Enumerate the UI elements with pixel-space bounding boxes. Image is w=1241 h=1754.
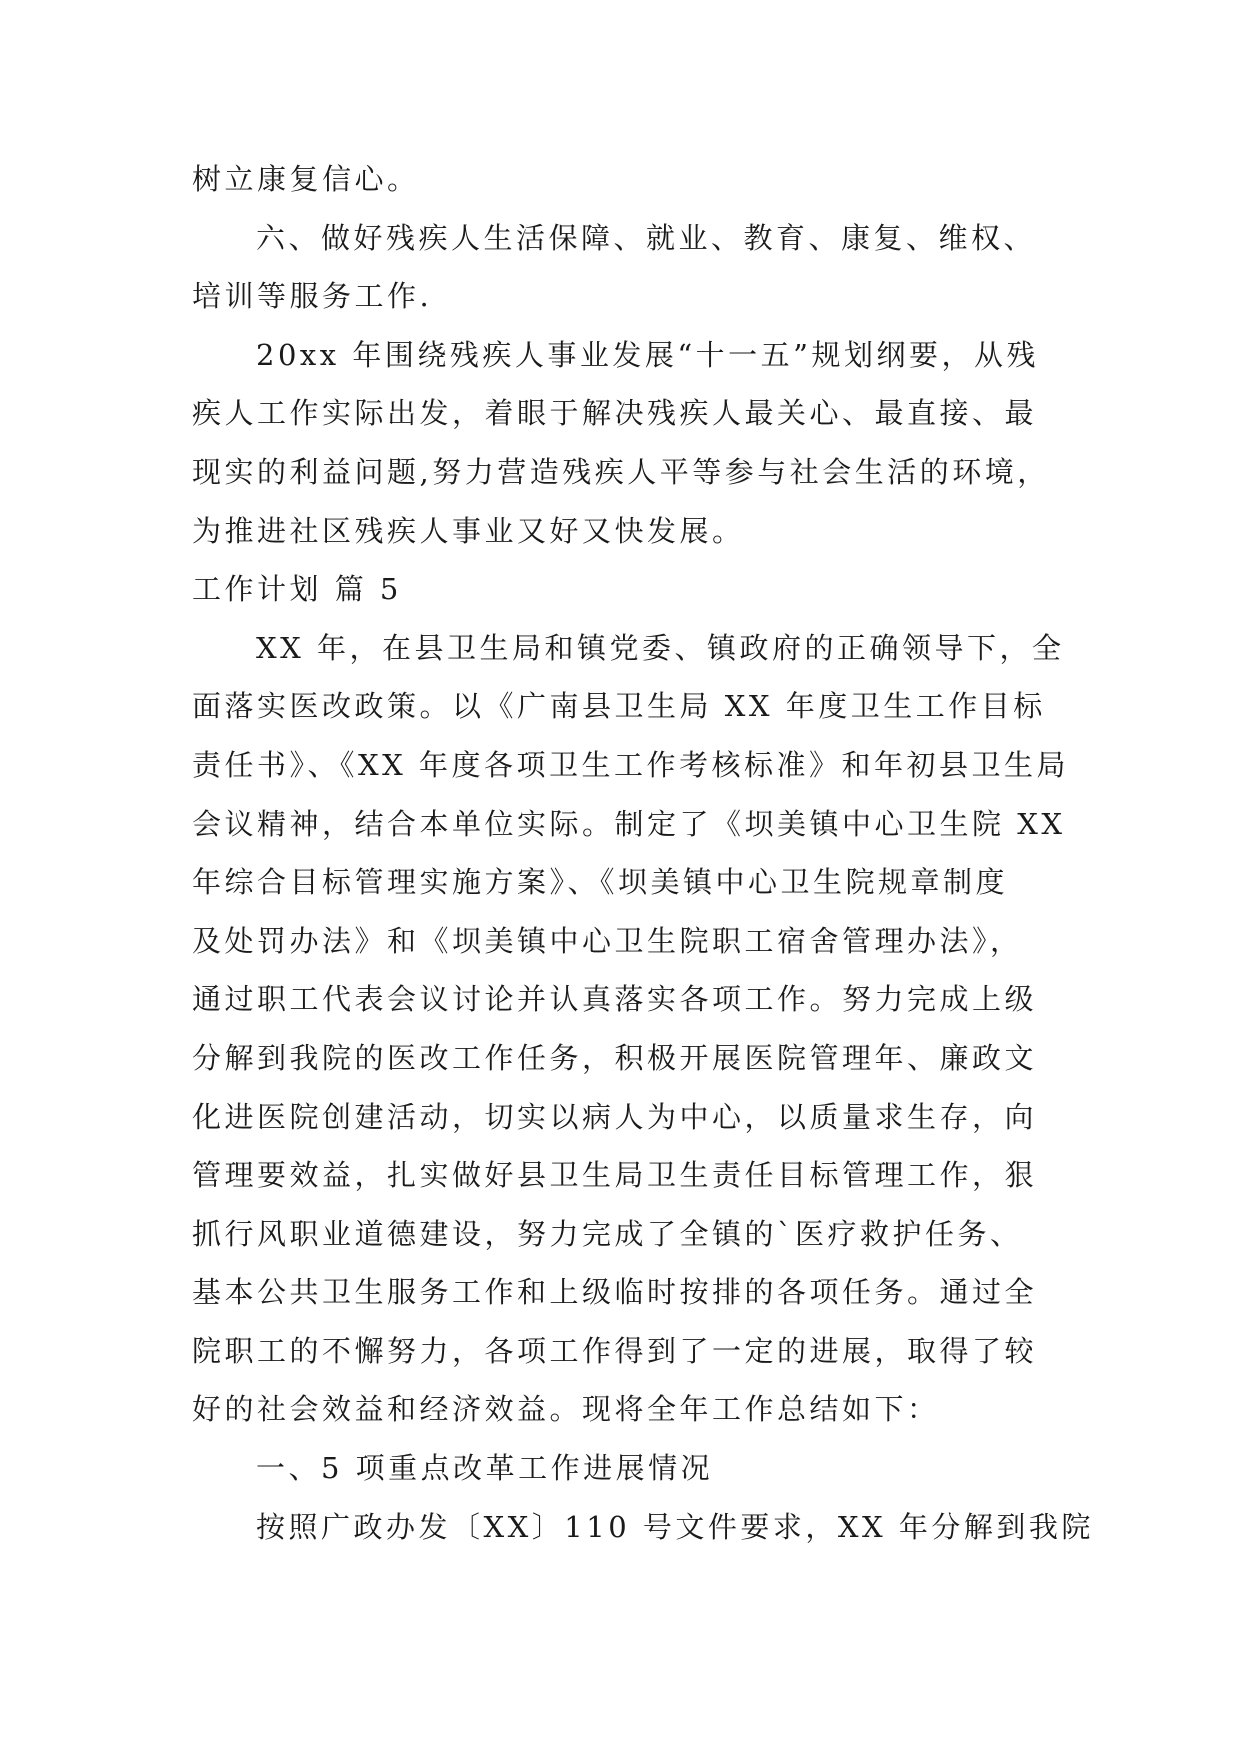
text-line: 培训等服务工作. [192, 279, 433, 314]
text-line: 年综合目标管理实施方案》、《坝美镇中心卫生院规章制度 [192, 865, 1009, 900]
text-line: 责任书》、《XX 年度各项卫生工作考核标准》和年初县卫生局 [192, 747, 1070, 782]
text-line: 好的社会效益和经济效益。现将全年工作总结如下： [192, 1392, 940, 1427]
text-line: 疾人工作实际出发，着眼于解决残疾人最关心、最直接、最 [192, 396, 1038, 431]
text-line: 院职工的不懈努力，各项工作得到了一定的进展，取得了较 [192, 1333, 1038, 1368]
text-line: 六、做好残疾人生活保障、就业、教育、康复、维权、 [256, 220, 1037, 255]
section-heading: 工作计划 篇 5 [192, 572, 402, 607]
text-line: 管理要效益，扎实做好县卫生局卫生责任目标管理工作，狠 [192, 1158, 1038, 1193]
text-line: XX 年，在县卫生局和镇党委、镇政府的正确领导下，全 [256, 630, 1065, 665]
text-line: 树立康复信心。 [192, 162, 420, 196]
text-line: 按照广政办发〔XX〕110 号文件要求，XX 年分解到我院 [256, 1509, 1094, 1544]
text-line: 会议精神，结合本单位实际。制定了《坝美镇中心卫生院 XX [192, 806, 1066, 841]
text-line: 面落实医改政策。以《广南县卫生局 XX 年度卫生工作目标 [192, 689, 1046, 724]
text-line: 一、5 项重点改革工作进展情况 [256, 1451, 714, 1486]
text-line: 20xx 年围绕残疾人事业发展“十一五”规划纲要，从残 [256, 337, 1039, 372]
text-line: 分解到我院的医改工作任务，积极开展医院管理年、廉政文 [192, 1040, 1038, 1075]
text-line: 化进医院创建活动，切实以病人为中心，以质量求生存，向 [192, 1099, 1038, 1134]
text-line: 基本公共卫生服务工作和上级临时按排的各项任务。通过全 [192, 1275, 1038, 1310]
document-body [192, 150, 1094, 1556]
text-line: 现实的利益问题,努力营造残疾人平等参与社会生活的环境， [192, 454, 1050, 489]
text-line: 为推进社区残疾人事业又好又快发展。 [192, 513, 745, 548]
text-line: 通过职工代表会议讨论并认真落实各项工作。努力完成上级 [192, 982, 1038, 1017]
text-line: 抓行风职业道德建设，努力完成了全镇的`医疗救护任务、 [192, 1216, 1023, 1251]
text-line: 及处罚办法》和《坝美镇中心卫生院职工宿舍管理办法》， [192, 923, 1023, 958]
